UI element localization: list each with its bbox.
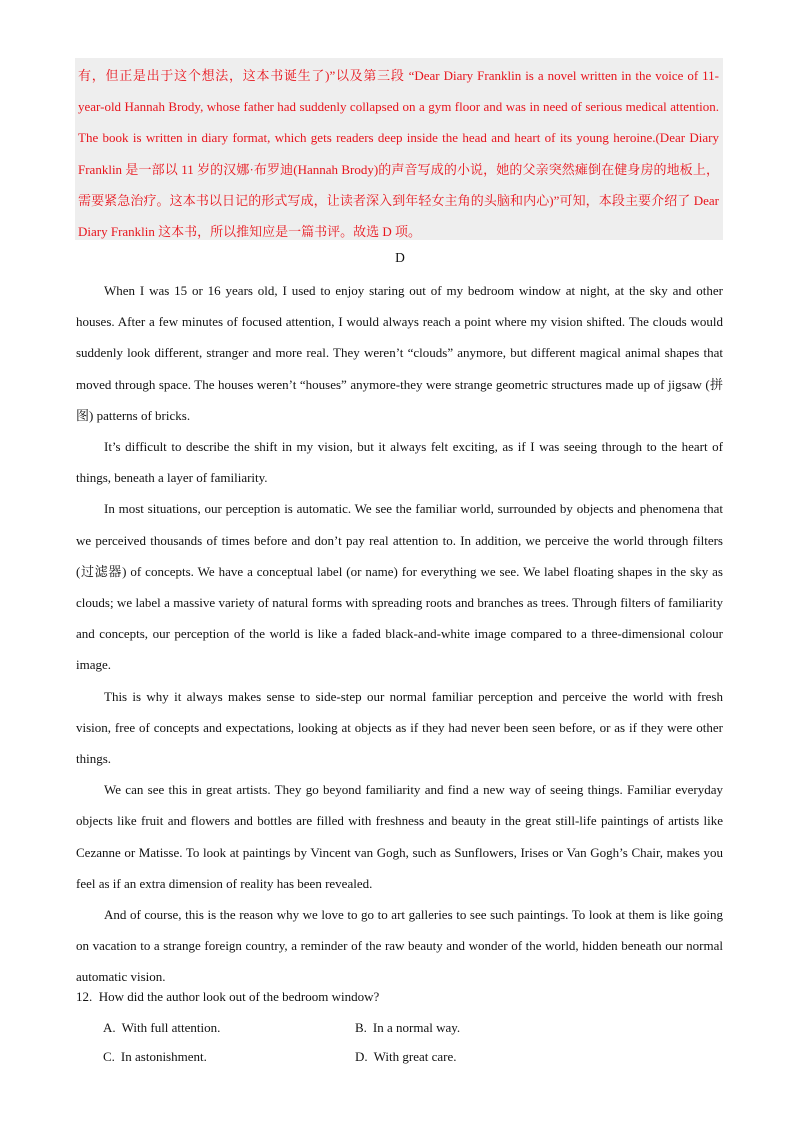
question-12 (76, 985, 723, 1009)
section-heading: D (395, 250, 405, 265)
option-d[interactable] (355, 1045, 615, 1069)
option-text: In astonishment. (120, 1049, 207, 1064)
option-text: In a normal way. (372, 1020, 461, 1035)
passage-paragraph: This is why it always makes sense to side-step our normal familiar perception and perceive the world with fresh vision, free of concepts and expectations, looking at objects as if they had never been seen before, or as if they were other things. (76, 688, 723, 767)
option-letter: D. (355, 1049, 368, 1064)
option-letter: A. (103, 1020, 116, 1035)
answer-explanation-box (75, 58, 723, 240)
question-number: 12. (76, 989, 93, 1004)
passage-paragraph: And of course, this is the reason why we love to go to art galleries to see such paintings. To look at them is like going on vacation to a strange foreign country, a reminder of the raw beauty and wonder of the world, hidden beneath our normal automatic vision. (76, 907, 723, 985)
answer-options (103, 1016, 623, 1069)
answer-explanation-text: 有，但正是出于这个想法，这本书诞生了)”以及第三段 “Dear Diary Franklin is a novel written in the voice of 11-year-old Hannah Brody, whose father had suddenly collapsed on a gym floor and was in need of serious medical attention. The book is written in diary format, which gets readers deep inside the head and heart of its young heroine.(Dear Diary Franklin 是一部以 11 岁的汉娜·布罗迪(Hannah Brody)的声音写成的小说，她的父亲突然瘫倒在健身房的地板上，需要紧急治疗。这本书以日记的形式写成，让读者深入到年轻女主角的头脑和内心)”可知，本段主要介绍了 Dear Diary Franklin 这本书，所以推知应是一篇书评。故选 D 项。 (78, 68, 719, 240)
option-text: With great care. (373, 1049, 457, 1064)
option-letter: B. (355, 1020, 367, 1035)
passage-paragraph: It’s difficult to describe the shift in my vision, but it always felt exciting, as if I was seeing through to the heart of things, beneath a layer of familiarity. (76, 439, 723, 486)
passage-paragraph: We can see this in great artists. They go beyond familiarity and find a new way of seeing things. Familiar everyday objects like fruit and flowers and bottles are filled with freshness and beauty in the great still-life paintings of artists like Cezanne or Matisse. To look at paintings by Vincent van Gogh, such as Sunflowers, Irises or Van Gogh’s Chair, makes you feel as if an extra dimension of reality has been revealed. (76, 782, 723, 891)
option-text: With full attention. (121, 1020, 221, 1035)
option-a[interactable] (103, 1016, 355, 1040)
option-c[interactable] (103, 1045, 355, 1069)
question-text: How did the author look out of the bedroom window? (98, 989, 380, 1004)
passage-paragraph: In most situations, our perception is automatic. We see the familiar world, surrounded by objects and phenomena that we perceived thousands of times before and don’t pay real attention to. In addition, we perceive the world through filters (过滤器) of concepts. We have a conceptual label (or name) for everything we see. We label floating shapes in the sky as clouds; we label a massive variety of natural forms with spreading roots and branches as trees. Through filters of familiarity and concepts, our perception of the world is like a faded black-and-white image compared to a three-dimensional colour image. (76, 501, 723, 673)
passage-paragraph: When I was 15 or 16 years old, I used to enjoy staring out of my bedroom window at night, at the sky and other houses. After a few minutes of focused attention, I would always reach a point where my vision shifted. The clouds would suddenly look different, stranger and more real. They weren’t “clouds” anymore, but different magical animal shapes that moved through space. The houses weren’t “houses” anymore-they were strange geometric structures made up of jigsaw (拼图) patterns of bricks. (76, 283, 723, 423)
reading-passage (76, 275, 723, 993)
option-letter: C. (103, 1049, 115, 1064)
option-b[interactable] (355, 1016, 615, 1040)
